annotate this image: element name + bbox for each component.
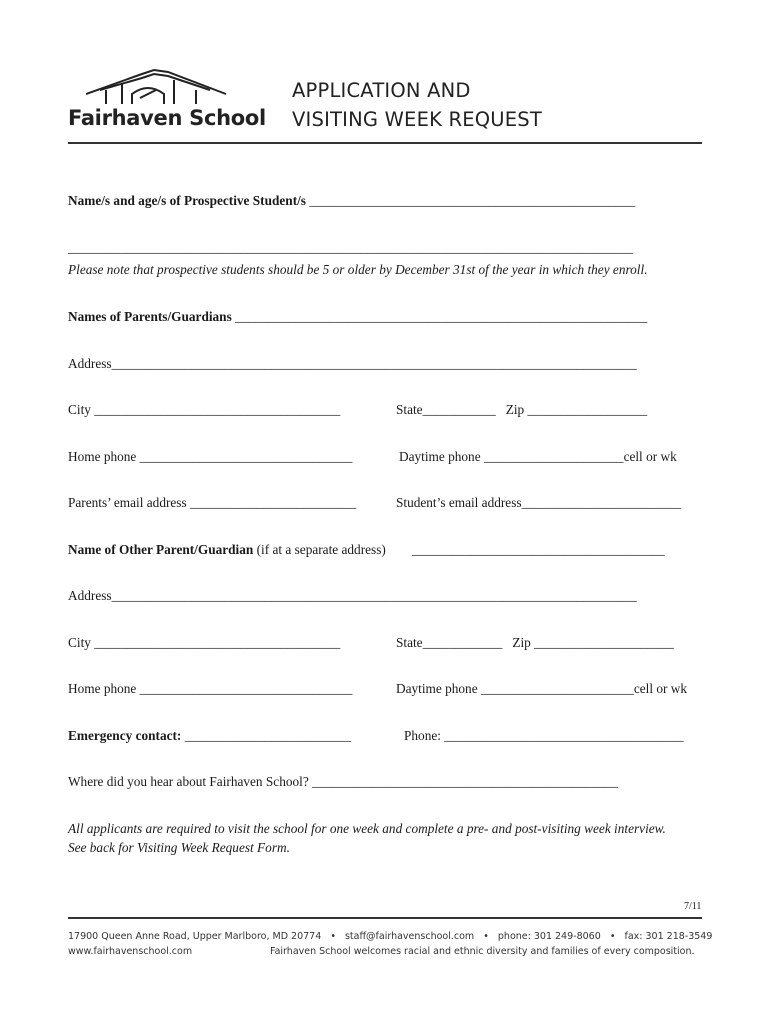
- footer-phone: phone: 301 249-8060: [497, 931, 601, 942]
- revision-date: 7/11: [684, 901, 702, 912]
- address2-label: Address: [68, 588, 112, 603]
- zip2-label: Zip: [512, 635, 531, 650]
- students-row: [68, 193, 635, 209]
- address-row: [68, 356, 637, 372]
- city-field[interactable]: _____________________________________: [94, 402, 341, 417]
- city2-row: [68, 635, 340, 651]
- daytime-phone-field[interactable]: _____________________: [483, 449, 624, 464]
- state2-label: State: [396, 635, 423, 650]
- footer-contact-line: [68, 931, 712, 942]
- city-label: City: [68, 402, 91, 417]
- footer-fax: fax: 301 218-3549: [624, 931, 713, 942]
- school-logo-icon: [86, 68, 266, 108]
- home-phone-row: [68, 449, 352, 465]
- daytime-phone2-row: [396, 681, 687, 697]
- footer-bullet: •: [483, 931, 489, 942]
- emergency-phone-field[interactable]: ____________________________________: [444, 728, 684, 743]
- footer-website[interactable]: www.fairhavenschool.com: [68, 946, 193, 957]
- city2-field[interactable]: _____________________________________: [94, 635, 341, 650]
- parents-label: Names of Parents/Guardians: [68, 309, 232, 324]
- address-field[interactable]: _______________________________________________________________________________: [111, 356, 637, 371]
- parents-email-row: [68, 495, 356, 511]
- daytime-phone2-field[interactable]: _______________________: [480, 681, 634, 696]
- other-parent-label: Name of Other Parent/Guardian: [68, 542, 254, 557]
- home-phone-label: Home phone: [68, 449, 137, 464]
- address2-row: [68, 588, 637, 604]
- emergency-field[interactable]: _________________________: [184, 728, 351, 743]
- age-note: Please note that prospective students should be 5 or older by December 31st of the year in which they enroll.: [68, 262, 648, 277]
- state2-field[interactable]: ____________: [422, 635, 503, 650]
- daytime-phone-row: [399, 449, 677, 465]
- parents-field[interactable]: ______________________________________________________________: [235, 309, 648, 324]
- city-row: [68, 402, 340, 418]
- student-email-row: [396, 495, 681, 511]
- footer-bullet: •: [330, 931, 336, 942]
- students-field[interactable]: _________________________________________________: [309, 193, 636, 208]
- students-field-2[interactable]: _____________________________________________________________________________________: [68, 240, 634, 255]
- students-label: Name/s and age/s of Prospective Student/s: [68, 193, 306, 208]
- state-zip-row: [396, 402, 647, 418]
- hear-about-field[interactable]: ______________________________________________: [312, 774, 618, 789]
- other-parent-row: [68, 542, 386, 558]
- footer-address: 17900 Queen Anne Road, Upper Marlboro, MD 20774: [68, 931, 322, 942]
- hear-about-label: Where did you hear about Fairhaven School?: [68, 774, 309, 789]
- form-title-line2: VISITING WEEK REQUEST: [292, 108, 542, 131]
- visit-note-line2: See back for Visiting Week Request Form.: [68, 840, 290, 855]
- state-field[interactable]: ___________: [422, 402, 496, 417]
- address-label: Address: [68, 356, 112, 371]
- footer-divider: [68, 917, 702, 919]
- state-label: State: [396, 402, 423, 417]
- form-title-line1: APPLICATION AND: [292, 79, 471, 102]
- cell-or-wk-label: cell or wk: [623, 449, 677, 464]
- emergency-label: Emergency contact:: [68, 728, 182, 743]
- zip-field[interactable]: __________________: [527, 402, 648, 417]
- zip-label: Zip: [505, 402, 525, 417]
- emergency-phone-row: [404, 728, 684, 744]
- hear-about-row: [68, 774, 618, 790]
- home-phone-field[interactable]: ________________________________: [139, 449, 353, 464]
- visit-note-line1: All applicants are required to visit the school for one week and complete a pre- and post-visiting week interview.: [68, 821, 666, 836]
- parents-row: [68, 309, 647, 325]
- footer-bullet: •: [609, 931, 616, 942]
- emergency-phone-label: Phone:: [404, 728, 441, 743]
- state2-zip2-row: [396, 635, 674, 651]
- emergency-row: [68, 728, 351, 744]
- footer-email[interactable]: staff@fairhavenschool.com: [344, 931, 475, 942]
- home-phone2-field[interactable]: ________________________________: [139, 681, 353, 696]
- home-phone2-label: Home phone: [68, 681, 137, 696]
- daytime-phone2-label: Daytime phone: [396, 681, 478, 696]
- header-divider: [68, 142, 702, 144]
- parents-email-label: Parents’ email address: [68, 495, 187, 510]
- address2-field[interactable]: _______________________________________________________________________________: [111, 588, 637, 603]
- city2-label: City: [68, 635, 91, 650]
- student-email-label: Student’s email address: [396, 495, 522, 510]
- student-email-field[interactable]: ________________________: [521, 495, 682, 510]
- other-parent-field[interactable]: ______________________________________: [412, 542, 665, 557]
- home-phone2-row: [68, 681, 352, 697]
- school-name: Fairhaven School: [68, 106, 266, 130]
- other-parent-note: (if at a separate address): [256, 542, 386, 557]
- zip2-field[interactable]: _____________________: [534, 635, 674, 650]
- daytime-phone-label: Daytime phone: [399, 449, 481, 464]
- parents-email-field[interactable]: _________________________: [189, 495, 357, 510]
- footer-diversity-statement: Fairhaven School welcomes racial and ethnic diversity and families of every composition.: [270, 946, 695, 957]
- cell-or-wk2-label: cell or wk: [633, 681, 688, 696]
